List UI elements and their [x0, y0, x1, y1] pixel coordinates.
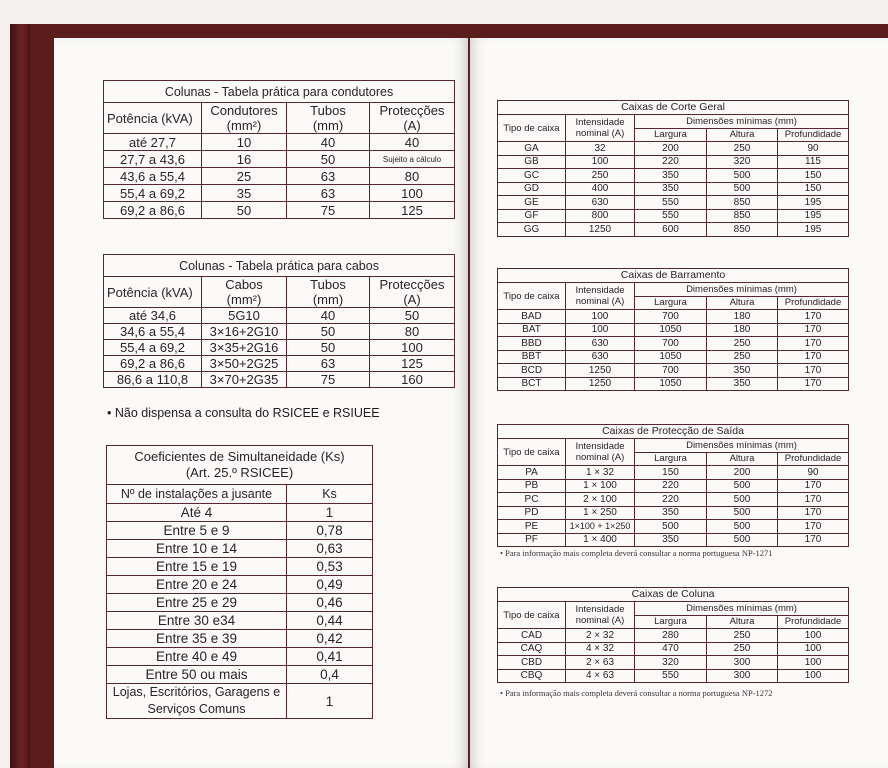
table-cell: 550 [635, 196, 707, 210]
table-row [107, 558, 373, 576]
table-cell: 500 [707, 533, 778, 547]
ks-table [106, 445, 373, 719]
proteccao-saida-table [497, 424, 849, 547]
table-cell: Entre 25 e 29 [107, 594, 287, 612]
col-unit: (mm) [287, 292, 370, 308]
table-cell: 350 [635, 182, 707, 196]
table-cell: 170 [778, 364, 849, 378]
table-cell: 1×100 + 1×250 [566, 520, 635, 534]
table-cell: 350 [635, 506, 707, 520]
table-cell: 170 [778, 350, 849, 364]
table-cell: BBD [498, 337, 566, 351]
table-cell: 63 [287, 168, 370, 185]
rsicee-note: • Não dispensa a consulta do RSICEE e RSIUEE [107, 406, 380, 420]
table-cell: 1050 [635, 323, 707, 337]
table-cell: PB [498, 479, 566, 493]
table-title: Colunas - Tabela prática para condutores [104, 81, 455, 103]
table-row [104, 372, 455, 388]
table-cell: 0,41 [287, 648, 373, 666]
table-cell: 2 × 32 [566, 629, 635, 643]
table-cell: 2 × 63 [566, 656, 635, 670]
col-header: Altura [707, 615, 778, 629]
table-title: Caixas de Protecção de Saída [498, 425, 849, 439]
table-cell: Entre 5 e 9 [107, 522, 287, 540]
corte-geral-table [497, 100, 849, 237]
table-cell: 1250 [566, 223, 635, 237]
col-header: Largura [635, 615, 707, 629]
table-cell: 300 [707, 669, 778, 683]
table-cell: 0,53 [287, 558, 373, 576]
col-header: Dimensões mínimas (mm) [635, 439, 849, 453]
col-header: Tubos [287, 103, 370, 119]
table-cell: GB [498, 155, 566, 169]
table-row [498, 533, 849, 547]
table-title: Coeficientes de Simultaneidade (Ks) (Art. 25.º RSICEE) [107, 446, 373, 485]
table-cell: Entre 20 e 24 [107, 576, 287, 594]
table-cell: 0,78 [287, 522, 373, 540]
col-header: Tubos [287, 277, 370, 293]
table-cell: 27,7 a 43,6 [104, 151, 202, 168]
table-row [498, 642, 849, 656]
table-cell: 25 [202, 168, 287, 185]
table-cell: 100 [370, 185, 455, 202]
table-cell: 700 [635, 364, 707, 378]
table-row [104, 308, 455, 324]
table-cell: CAQ [498, 642, 566, 656]
table-title: Caixas de Barramento [498, 269, 849, 283]
np1272-note: • Para informação mais completa deverá consultar a norma portuguesa NP-1272 [500, 688, 773, 698]
table-cell: 500 [707, 493, 778, 507]
col-header: Intensidade nominal (A) [566, 439, 635, 466]
table-cell: 180 [707, 310, 778, 324]
table-cell: 500 [707, 506, 778, 520]
table-cell: 40 [370, 134, 455, 151]
table-cell: 0,42 [287, 630, 373, 648]
table-cell: 850 [707, 196, 778, 210]
table-cell: 10 [202, 134, 287, 151]
table-cell: 1 × 400 [566, 533, 635, 547]
table-cell: 850 [707, 223, 778, 237]
table-cell: 115 [778, 155, 849, 169]
table-cell: 1050 [635, 377, 707, 391]
table-cell: 630 [566, 196, 635, 210]
table-row [107, 666, 373, 684]
table-cell: 170 [778, 479, 849, 493]
table-row [498, 223, 849, 237]
table-row [498, 364, 849, 378]
table-cell: 150 [778, 182, 849, 196]
table-cell: 470 [635, 642, 707, 656]
table-row [104, 202, 455, 219]
table-row [498, 155, 849, 169]
col-header: Tipo de caixa [498, 283, 566, 310]
table-cell: 1 [287, 504, 373, 522]
table-cell: 600 [635, 223, 707, 237]
table-row [107, 648, 373, 666]
table-cell: 250 [707, 350, 778, 364]
table-title: Colunas - Tabela prática para cabos [104, 255, 455, 277]
table-cell: 700 [635, 310, 707, 324]
table-row [498, 377, 849, 391]
table-cell: até 27,7 [104, 134, 202, 151]
table-cell: 32 [566, 142, 635, 156]
table-cell: 350 [707, 377, 778, 391]
table-row [498, 142, 849, 156]
table-cell: 69,2 a 86,6 [104, 356, 202, 372]
table-cell: CAD [498, 629, 566, 643]
table-cell: 43,6 a 55,4 [104, 168, 202, 185]
table-row [498, 323, 849, 337]
table-cell: 170 [778, 337, 849, 351]
table-cell: 350 [635, 169, 707, 183]
col-header: Altura [707, 296, 778, 310]
table-cell: até 34,6 [104, 308, 202, 324]
table-cell: GA [498, 142, 566, 156]
table-cell: 500 [707, 479, 778, 493]
table-cell: 100 [778, 629, 849, 643]
table-cell: 200 [707, 466, 778, 480]
table-cell: GG [498, 223, 566, 237]
table-cell: 125 [370, 356, 455, 372]
table-cell: 40 [287, 308, 370, 324]
table-cell: Entre 40 e 49 [107, 648, 287, 666]
table-cell: 100 [370, 340, 455, 356]
table-cell: 170 [778, 310, 849, 324]
table-cell: 160 [370, 372, 455, 388]
table-row [498, 656, 849, 670]
col-header: Ks [287, 485, 373, 504]
col-header: Profundidade [778, 296, 849, 310]
table-cell: 400 [566, 182, 635, 196]
table-row [498, 479, 849, 493]
table-row [498, 196, 849, 210]
table-cell: 63 [287, 356, 370, 372]
table-cell: 1 × 32 [566, 466, 635, 480]
table-cell: 550 [635, 209, 707, 223]
table-cell: 50 [287, 340, 370, 356]
table-cell: 1 × 100 [566, 479, 635, 493]
table-cell: 90 [778, 142, 849, 156]
table-row [107, 630, 373, 648]
table-cell: 250 [707, 629, 778, 643]
col-header: Profundidade [778, 615, 849, 629]
table-cell: 80 [370, 324, 455, 340]
table-row [107, 540, 373, 558]
table-cell: 500 [707, 182, 778, 196]
table-cell: 500 [707, 169, 778, 183]
table-cell: 125 [370, 202, 455, 219]
table-cell: Lojas, Escritórios, Garagens e Serviços Comuns [107, 684, 287, 719]
table-row [498, 466, 849, 480]
col-header: Largura [635, 296, 707, 310]
table-cell: 250 [707, 642, 778, 656]
table-cell: 50 [202, 202, 287, 219]
table-cell: 100 [778, 656, 849, 670]
table-cell: 500 [635, 520, 707, 534]
table-cell: 3×50+2G25 [202, 356, 287, 372]
table-cell: 630 [566, 337, 635, 351]
table-row [498, 182, 849, 196]
table-cell: BBT [498, 350, 566, 364]
table-cell: 320 [635, 656, 707, 670]
table-row [107, 522, 373, 540]
table-cell: PF [498, 533, 566, 547]
table-cell: BCD [498, 364, 566, 378]
table-cell: 150 [635, 466, 707, 480]
table-row [104, 324, 455, 340]
table-cell: BCT [498, 377, 566, 391]
table-row [104, 340, 455, 356]
col-unit: (mm²) [202, 118, 287, 134]
col-header: Protecções [370, 103, 455, 119]
table-cell: 1250 [566, 377, 635, 391]
table-cell: 3×16+2G10 [202, 324, 287, 340]
table-cell: 1050 [635, 350, 707, 364]
table-row [107, 612, 373, 630]
table-cell: 50 [287, 324, 370, 340]
table-cell: 100 [778, 669, 849, 683]
table-cell: 250 [566, 169, 635, 183]
table-cell: 250 [707, 142, 778, 156]
table-cell: 100 [566, 323, 635, 337]
table-cell: GE [498, 196, 566, 210]
col-unit: (A) [370, 118, 455, 134]
table-cell: PC [498, 493, 566, 507]
table-cell: 700 [635, 337, 707, 351]
table-cell: 250 [707, 337, 778, 351]
table-cell: 69,2 a 86,6 [104, 202, 202, 219]
table-cell: 4 × 32 [566, 642, 635, 656]
table-cell: 3×35+2G16 [202, 340, 287, 356]
table-cell: CBQ [498, 669, 566, 683]
table-cell: BAD [498, 310, 566, 324]
col-header: Tipo de caixa [498, 602, 566, 629]
table-cell: 3×70+2G35 [202, 372, 287, 388]
table-cell: 0,63 [287, 540, 373, 558]
barramento-table [497, 268, 849, 391]
table-cell: Entre 10 e 14 [107, 540, 287, 558]
col-header: Protecções [370, 277, 455, 293]
table-cell: 0,46 [287, 594, 373, 612]
table-cell: 220 [635, 155, 707, 169]
col-header: Potência (kVA) [104, 103, 202, 134]
table-row [498, 350, 849, 364]
table-cell: 40 [287, 134, 370, 151]
table-cell: 170 [778, 323, 849, 337]
table-cell: BAT [498, 323, 566, 337]
table-cell: 350 [707, 364, 778, 378]
table-cell: 200 [635, 142, 707, 156]
col-header: Intensidade nominal (A) [566, 602, 635, 629]
table-row [498, 669, 849, 683]
table-cell: 100 [566, 155, 635, 169]
table-cell: 80 [370, 168, 455, 185]
table-cell: 0,44 [287, 612, 373, 630]
table-cell: 1250 [566, 364, 635, 378]
table-cell: 300 [707, 656, 778, 670]
table-row [104, 134, 455, 151]
table-cell: 0,49 [287, 576, 373, 594]
table-cell: 55,4 a 69,2 [104, 185, 202, 202]
col-header: Condutores [202, 103, 287, 119]
table-row [498, 506, 849, 520]
table-row [498, 337, 849, 351]
col-header: Dimensões mínimas (mm) [635, 115, 849, 129]
table-cell: 100 [566, 310, 635, 324]
table-title: Caixas de Corte Geral [498, 101, 849, 115]
table-row [104, 168, 455, 185]
table-cell: 630 [566, 350, 635, 364]
table-cell: 35 [202, 185, 287, 202]
table-cell: CBD [498, 656, 566, 670]
table-cell: 4 × 63 [566, 669, 635, 683]
col-header: Dimensões mínimas (mm) [635, 602, 849, 616]
col-header: Largura [635, 128, 707, 142]
table-cell: 170 [778, 493, 849, 507]
col-unit: (mm) [287, 118, 370, 134]
col-header: Dimensões mínimas (mm) [635, 283, 849, 297]
table-cell: 220 [635, 479, 707, 493]
col-unit: (A) [370, 292, 455, 308]
table-cell: GC [498, 169, 566, 183]
table-cell: 75 [287, 202, 370, 219]
table-cell: 100 [778, 642, 849, 656]
table-cell: 1 [287, 684, 373, 719]
table-cell: Entre 30 e34 [107, 612, 287, 630]
table-cell: GF [498, 209, 566, 223]
table-cell: 170 [778, 377, 849, 391]
col-header: Intensidade nominal (A) [566, 115, 635, 142]
table-cell: 170 [778, 533, 849, 547]
table-cell: 50 [370, 308, 455, 324]
table-cell: 280 [635, 629, 707, 643]
table-cell: 800 [566, 209, 635, 223]
table-cell: 320 [707, 155, 778, 169]
table-row [498, 169, 849, 183]
table-row [498, 629, 849, 643]
table-cell: 220 [635, 493, 707, 507]
col-header: Altura [707, 128, 778, 142]
col-header: Potência (kVA) [104, 277, 202, 308]
table-cell: 195 [778, 209, 849, 223]
col-header: Largura [635, 452, 707, 466]
table-cell: 195 [778, 196, 849, 210]
table-row [498, 209, 849, 223]
col-header: Altura [707, 452, 778, 466]
table-cell: 0,4 [287, 666, 373, 684]
table-cell: 63 [287, 185, 370, 202]
table-row [107, 576, 373, 594]
table-cell: 5G10 [202, 308, 287, 324]
table-row [104, 185, 455, 202]
table-cell: 55,4 a 69,2 [104, 340, 202, 356]
table-cell: 90 [778, 466, 849, 480]
table-row [107, 684, 373, 719]
table-cell: PA [498, 466, 566, 480]
table-cell: 170 [778, 520, 849, 534]
col-header: Profundidade [778, 128, 849, 142]
table-cell: 150 [778, 169, 849, 183]
table-cell: 180 [707, 323, 778, 337]
table-row [107, 594, 373, 612]
table-cell: 16 [202, 151, 287, 168]
table-cell: 195 [778, 223, 849, 237]
np1271-note: • Para informação mais completa deverá consultar a norma portuguesa NP-1271 [500, 548, 773, 558]
table-cell: 34,6 a 55,4 [104, 324, 202, 340]
table-cell: 170 [778, 506, 849, 520]
table-row [498, 310, 849, 324]
table-cell: Sujeito a cálculo [370, 151, 455, 168]
table-row [104, 151, 455, 168]
table-cell: Entre 35 e 39 [107, 630, 287, 648]
table-cell: Até 4 [107, 504, 287, 522]
table-cell: PD [498, 506, 566, 520]
conductors-table [103, 80, 455, 219]
col-header: Nº de instalações a jusante [107, 485, 287, 504]
table-cell: PE [498, 520, 566, 534]
col-unit: (mm²) [202, 292, 287, 308]
table-row [104, 356, 455, 372]
table-title: Caixas de Coluna [498, 588, 849, 602]
cables-table [103, 254, 455, 388]
table-cell: 1 × 250 [566, 506, 635, 520]
coluna-table [497, 587, 849, 683]
col-header: Intensidade nominal (A) [566, 283, 635, 310]
table-cell: 50 [287, 151, 370, 168]
table-row [498, 493, 849, 507]
table-cell: 75 [287, 372, 370, 388]
col-header: Tipo de caixa [498, 439, 566, 466]
table-cell: 2 × 100 [566, 493, 635, 507]
table-cell: 550 [635, 669, 707, 683]
table-cell: 500 [707, 520, 778, 534]
table-row [107, 504, 373, 522]
col-header: Tipo de caixa [498, 115, 566, 142]
table-cell: 86,6 a 110,8 [104, 372, 202, 388]
col-header: Profundidade [778, 452, 849, 466]
table-cell: Entre 15 e 19 [107, 558, 287, 576]
table-cell: Entre 50 ou mais [107, 666, 287, 684]
table-cell: 850 [707, 209, 778, 223]
table-cell: GD [498, 182, 566, 196]
table-row [498, 520, 849, 534]
table-cell: 350 [635, 533, 707, 547]
col-header: Cabos [202, 277, 287, 293]
